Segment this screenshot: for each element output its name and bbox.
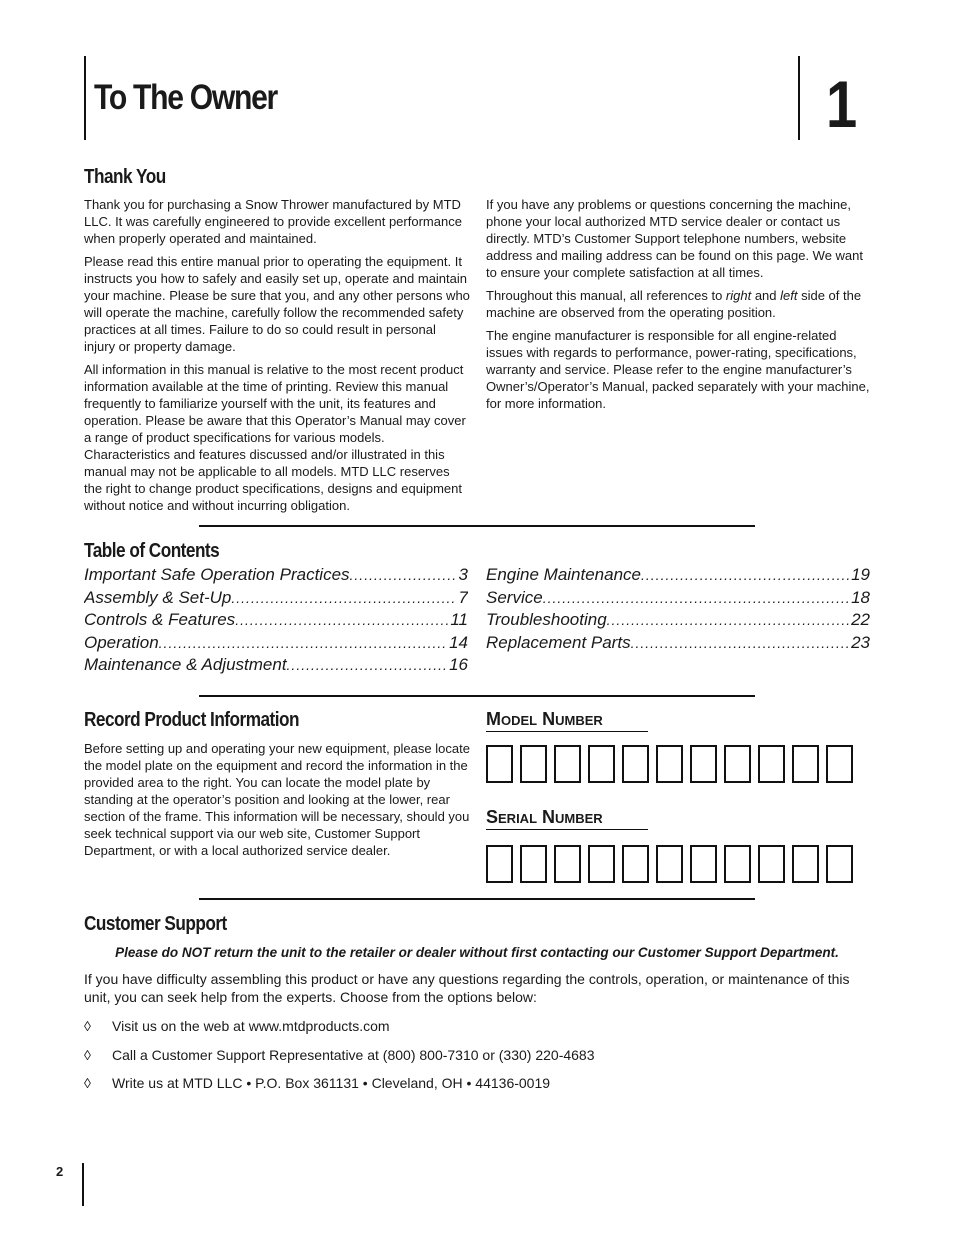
toc-entry[interactable] (486, 609, 870, 632)
toc-entry[interactable] (84, 587, 468, 610)
serial-number-label: Serial Number (486, 807, 648, 830)
toc-entry[interactable] (486, 632, 870, 655)
toc-entry-title: Maintenance & Adjustment (84, 655, 287, 674)
chapter-number: 1 (826, 67, 856, 141)
support-option-web[interactable] (84, 1017, 864, 1046)
serial-number-box[interactable] (826, 845, 853, 883)
record-text: Before setting up and operating your new equipment, please locate the model plate on the equipment and record the information in the provided area to the right. You can locate the model plate by standing at the operator’s position and looking at the lower, rear section of the frame. This information will be necessary, should you seek technical support via our web site, Customer Support Department, or with a local authorized service dealer. (84, 741, 470, 858)
toc-entry[interactable] (84, 564, 468, 587)
thank-you-paragraph: Thank you for purchasing a Snow Thrower manufactured by MTD LLC. It was carefully engineered to provide excellent performance when properly operated and maintained. (84, 197, 462, 246)
model-number-box[interactable] (622, 745, 649, 783)
toc-leader (235, 609, 448, 632)
section-divider (199, 695, 755, 697)
model-number-box[interactable] (520, 745, 547, 783)
toc-entry-title: Assembly & Set-Up (84, 587, 232, 607)
serial-number-box[interactable] (588, 845, 615, 883)
toc-entry-page: 11 (450, 610, 468, 629)
support-option-text: Call a Customer Support Representative at (800) 800-7310 or (330) 220-4683 (112, 1046, 595, 1063)
serial-number-box[interactable] (690, 845, 717, 883)
thank-you-paragraph: All information in this manual is relative to the most recent product information available at the time of printing. Review this manual frequently to familiarize yourself with the unit, its features and operation. Please be aware that this Operator’s Manual may cover a range of product specifications for various models. Characteristics and features discussed and/or illustrated in this manual may not be applicable to all models. MTD LLC reserves the right to change product specifications, designs and equipment without notice and without incurring obligation. (84, 362, 466, 513)
serial-number-box[interactable] (724, 845, 751, 883)
toc-entry-title: Engine Maintenance (486, 565, 642, 584)
support-options (84, 1017, 864, 1103)
toc-entry[interactable] (486, 587, 870, 610)
toc-entry-title: Troubleshooting (486, 610, 607, 629)
thank-you-right-column (486, 196, 872, 418)
support-option-text: Visit us on the web at www.mtdproducts.com (112, 1018, 390, 1034)
serial-number-boxes[interactable] (486, 845, 853, 883)
serial-number-box[interactable] (758, 845, 785, 883)
support-option-phone[interactable] (84, 1046, 864, 1075)
toc-left-list (84, 564, 468, 677)
chapter-rule (798, 56, 800, 140)
section-divider (199, 525, 755, 527)
serial-number-box[interactable] (554, 845, 581, 883)
toc-entry-page: 16 (449, 655, 468, 674)
thank-you-left-column (84, 196, 470, 520)
toc-leader (159, 632, 447, 655)
toc-right-list (486, 564, 870, 654)
toc-entry-page: 18 (851, 587, 870, 607)
toc-entry-page: 19 (851, 565, 870, 584)
toc-entry-title: Operation (84, 632, 159, 652)
model-number-box[interactable] (826, 745, 853, 783)
serial-number-block (486, 807, 648, 830)
record-heading: Record Product Information (84, 709, 299, 731)
toc-entry-page: 23 (851, 632, 870, 652)
toc-entry[interactable] (486, 564, 870, 587)
model-number-boxes[interactable] (486, 745, 853, 783)
toc-leader (543, 587, 849, 610)
toc-entry-title: Important Safe Operation Practices (84, 565, 350, 584)
thank-you-heading: Thank You (84, 166, 166, 188)
model-number-label: Model Number (486, 709, 648, 732)
toc-entry-title: Service (486, 587, 543, 607)
model-number-box[interactable] (758, 745, 785, 783)
orientation-text-c: side of the machine are observed from the operating position. (486, 288, 862, 320)
support-warning: Please do NOT return the unit to the retailer or dealer without first contacting our Customer Support Department. (115, 945, 839, 960)
model-number-block (486, 709, 648, 732)
toc-entry[interactable] (84, 609, 468, 632)
orientation-text-b: and (751, 288, 781, 303)
toc-entry-page: 3 (458, 565, 468, 584)
serial-number-box[interactable] (622, 845, 649, 883)
diamond-bullet-icon: ◊ (84, 1018, 91, 1034)
serial-number-box[interactable] (656, 845, 683, 883)
toc-leader (287, 654, 448, 677)
support-option-mail[interactable] (84, 1074, 864, 1103)
toc-leader (641, 564, 849, 587)
support-contact-paragraph: If you have any problems or questions concerning the machine, phone your local authorized MTD service dealer or contact us directly. MTD’s Customer Support telephone numbers, website address and mailing address can be found on this page. We want to ensure your complete satisfaction at all times. (486, 197, 863, 280)
model-number-box[interactable] (588, 745, 615, 783)
thank-you-paragraph: Please read this entire manual prior to operating the equipment. It instructs you how to safely and easily set up, operate and maintain your machine. Please be sure that you, and any other persons who will operate the machine, carefully follow the recommended safety practices at all times. Failure to do so could result in personal injury or property damage. (84, 254, 470, 354)
serial-number-box[interactable] (520, 845, 547, 883)
toc-leader (631, 632, 850, 655)
serial-number-box[interactable] (486, 845, 513, 883)
toc-entry-page: 7 (458, 587, 468, 607)
toc-leader (350, 564, 457, 587)
orientation-text-a: Throughout this manual, all references to (486, 288, 726, 303)
toc-entry[interactable] (84, 632, 468, 655)
model-number-box[interactable] (656, 745, 683, 783)
model-number-box[interactable] (690, 745, 717, 783)
right-term: right (725, 288, 752, 303)
section-divider (199, 898, 755, 900)
footer-rule (82, 1163, 84, 1206)
engine-paragraph: The engine manufacturer is responsible for all engine-related issues with regards to performance, power-rating, specifications, warranty and service. Please refer to the engine manufacturer’s Owner’s/Operator’s Manual, packed separately with your machine, for more information. (486, 328, 870, 411)
toc-entry-page: 22 (851, 610, 870, 629)
toc-entry-title: Replacement Parts (486, 632, 631, 652)
diamond-bullet-icon: ◊ (84, 1046, 91, 1063)
support-option-text: Write us at MTD LLC • P.O. Box 361131 • Cleveland, OH • 44136-0019 (112, 1075, 551, 1091)
model-number-box[interactable] (724, 745, 751, 783)
serial-number-box[interactable] (792, 845, 819, 883)
toc-entry[interactable] (84, 654, 468, 677)
chapter-title: To The Owner (94, 78, 277, 117)
left-term: left (780, 288, 798, 303)
support-intro: If you have difficulty assembling this product or have any questions regarding the controls, operation, or maintenance of this unit, you can seek help from the experts. Choose from the options below: (84, 971, 850, 1005)
toc-leader (607, 609, 849, 632)
toc-leader (231, 587, 456, 610)
title-rule (84, 56, 86, 140)
model-number-box[interactable] (792, 745, 819, 783)
orientation-paragraph (486, 287, 872, 321)
toc-heading: Table of Contents (84, 540, 220, 562)
toc-entry-title: Controls & Features (84, 610, 236, 629)
toc-entry-page: 14 (449, 632, 468, 652)
support-heading: Customer Support (84, 913, 227, 935)
page-number: 2 (56, 1164, 64, 1179)
model-number-box[interactable] (486, 745, 513, 783)
diamond-bullet-icon: ◊ (84, 1075, 91, 1091)
model-number-box[interactable] (554, 745, 581, 783)
